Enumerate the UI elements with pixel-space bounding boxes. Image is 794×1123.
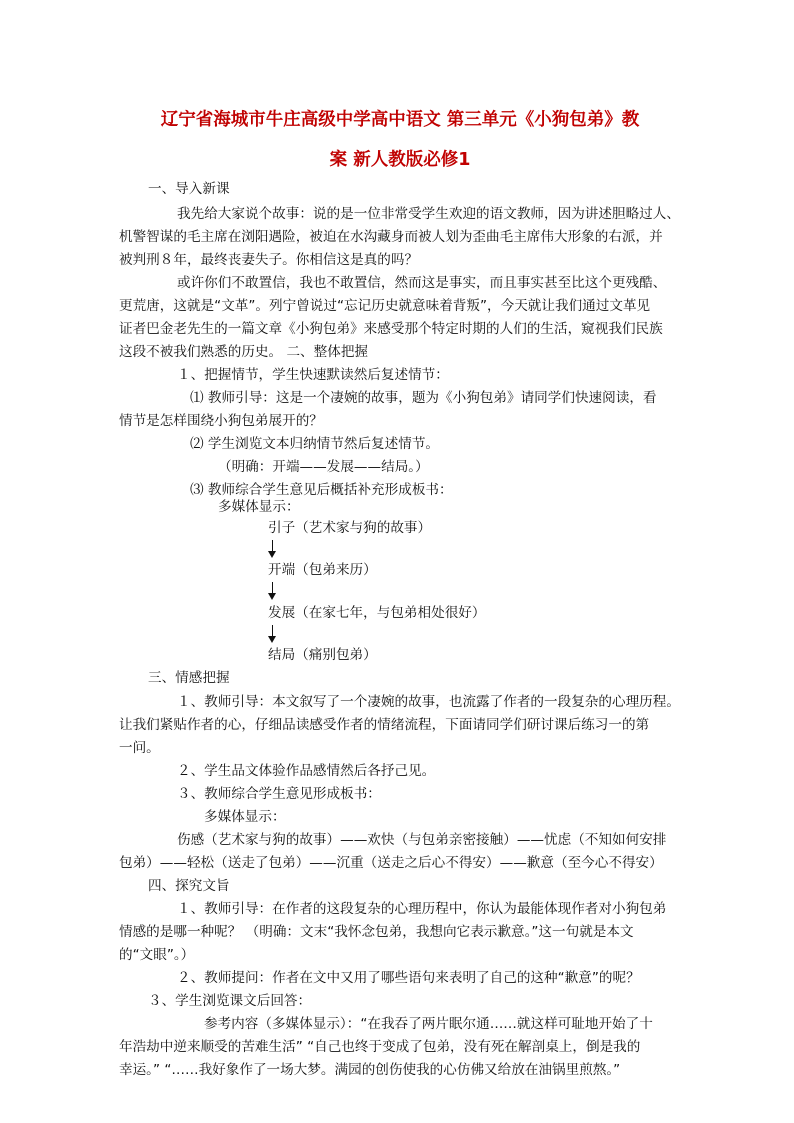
plot-node-ending: 结局（痛别包弟）: [268, 647, 377, 663]
paragraph-line: 伤感（艺术家与狗的故事）——欢快（与包弟亲密接触）——忧虑（不知如何安排: [177, 832, 667, 848]
paragraph-line: 的“文眼”。）: [119, 947, 195, 963]
paragraph-line: ⑴ 教师引导：这是一个凄婉的故事，题为《小狗包弟》请同学们快速阅读，看: [190, 390, 657, 406]
paragraph-line: ３、教师综合学生意见形成板书：: [177, 786, 381, 802]
paragraph-line: 参考内容（多媒体显示）：“在我吞了两片眠尔通……就这样可耻地开始了十: [204, 1016, 653, 1032]
paragraph-line: ⑵ 学生浏览文本归纳情节然后复述情节。: [190, 436, 440, 452]
paragraph-line: （明确：开端——发展——结局。）: [218, 459, 429, 475]
down-arrow-icon: [268, 582, 278, 600]
paragraph-line: １、教师引导：本文叙写了一个凄婉的故事，也流露了作者的一段复杂的心理历程。: [177, 694, 680, 710]
paragraph-line: 或许你们不敢置信，我也不敢置信，然而这是事实，而且事实甚至比这个更残酷、: [177, 275, 667, 291]
paragraph-line: 更荒唐，这就是“文革”。列宁曾说过“忘记历史就意味着背叛”，今天就让我们通过文革见: [119, 298, 651, 314]
paragraph-line: 机警智谋的毛主席在浏阳遇险，被迫在水沟藏身而被人划为歪曲毛主席伟大形象的右派，并: [119, 229, 663, 245]
down-arrow-icon: [268, 625, 278, 643]
paragraph-line: ⑶ 教师综合学生意见后概括补充形成板书：: [190, 482, 453, 498]
paragraph-line: 情节是怎样围绕小狗包弟展开的？: [119, 413, 323, 429]
paragraph-line: １、教师引导：在作者的这段复杂的心理历程中，你认为最能体现作者对小狗包弟: [177, 901, 667, 917]
plot-node-development: 发展（在家七年，与包弟相处很好）: [268, 605, 486, 621]
paragraph-line: 这段不被我们熟悉的历史。 二、整体把握: [119, 344, 369, 360]
paragraph-line: 年浩劫中逆来顺受的苦难生活” “自己也终于变成了包弟，没有死在解剖桌上，倒是我的: [119, 1039, 641, 1055]
paragraph-line: 包弟）——轻松（送走了包弟）——沉重（送走之后心不得安）——歉意（至今心不得安）: [119, 855, 663, 871]
plot-node-prologue: 引子（艺术家与狗的故事）: [268, 520, 432, 536]
paragraph-line: ３、学生浏览课文后回答：: [148, 993, 312, 1009]
multimedia-label: 多媒体显示：: [218, 499, 300, 515]
paragraph-line: 证者巴金老先生的一篇文章《小狗包弟》来感受那个特定时期的人们的生活，窥视我们民族: [119, 321, 663, 337]
plot-node-beginning: 开端（包弟来历）: [268, 562, 377, 578]
paragraph-line: 被判刑８年，最终丧妻失子。你相信这是真的吗？: [119, 252, 419, 268]
paragraph-line: 情感的是哪一种呢？ （明确：文末“我怀念包弟，我想向它表示歉意。”这一句就是本文: [119, 924, 634, 940]
paragraph-line: ２、学生品文体验作品感情然后各抒己见。: [177, 763, 436, 779]
paragraph-line: ２、教师提问：作者在文中又用了哪些语句来表明了自己的这种“歉意”的呢？: [177, 970, 640, 986]
section-heading-intro: 一、导入新课: [148, 181, 230, 197]
down-arrow-icon: [268, 540, 278, 558]
paragraph-line: 一问。: [119, 740, 160, 756]
paragraph-line: 幸运。” “……我好象作了一场大梦。满园的创伤使我的心仿佛又给放在油锅里煎熬。”: [119, 1062, 621, 1078]
paragraph-line: １、把握情节，学生快速默读然后复述情节：: [177, 367, 449, 383]
section-heading-emotion: 三、情感把握: [148, 670, 230, 686]
document-title-line-1: 辽宁省海城市牛庄高级中学高中语文 第三单元《小狗包弟》教: [160, 110, 640, 130]
section-heading-theme: 四、探究文旨: [148, 878, 230, 894]
multimedia-label: 多媒体显示：: [204, 809, 286, 825]
document-title-line-2: 案 新人教版必修1: [329, 150, 471, 170]
paragraph-line: 让我们紧贴作者的心，仔细品读感受作者的情绪流程，下面请同学们研讨课后练习一的第: [119, 717, 650, 733]
paragraph-line: 我先给大家说个故事：说的是一位非常受学生欢迎的语文教师，因为讲述胆略过人、: [177, 206, 680, 222]
